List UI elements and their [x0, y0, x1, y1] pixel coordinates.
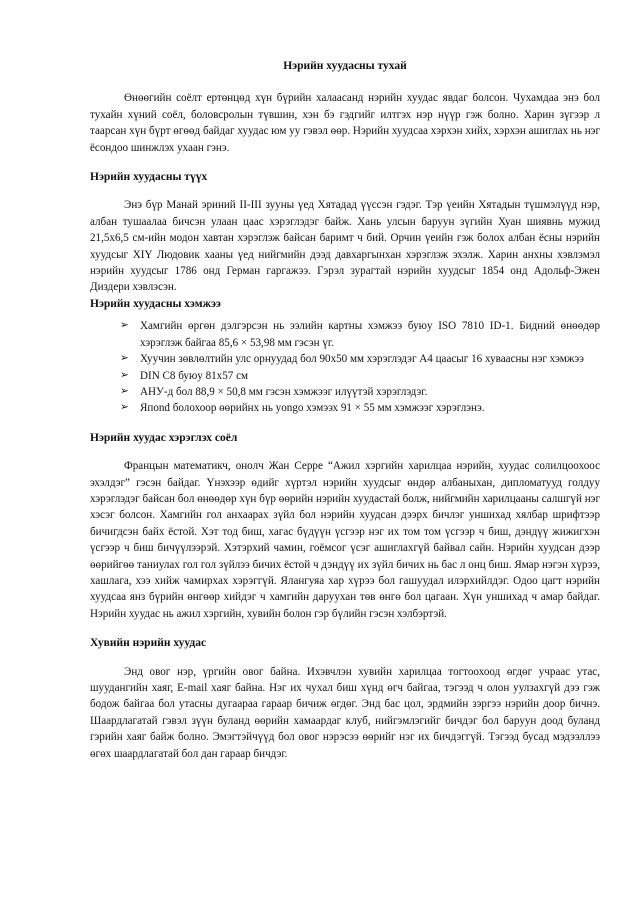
arrow-bullet-icon: ➢ [120, 353, 129, 365]
document-title: Нэрийн хуудасны тухай [283, 60, 407, 72]
arrow-bullet-icon: ➢ [120, 385, 129, 397]
arrow-bullet-icon: ➢ [120, 320, 129, 332]
culture-paragraph: Францын математикч, онолч Жан Серре “Ажил хэргийн харилцаа нэрийн, хуудас солилцоохоос эхэлдэг” гэсэн байдаг. Үнэхээр өдийг хүртэл нэрийн хуудсыг өндөр албаныхан, дипломатууд голдуу хэрэглэдэг байсан бол өнөөдөр хүн бүр өөрийн нэрийн хуудастай болж, нийгмийн харилцааны салшгүй нэг хэсэг болсон. Хамгийн гол анхаарах зүйл бол нэрийн хуудсан дээрх бичлэг уншихад хялбар шрифтээр бичигдсэн байх ёстой. Хэт тод биш, хагас бүдүүн үсгээр нэг их том том үсгээр ч биш, дэндүү жижигхэн үсгээр ч биш бичүүлээрэй. Хэтэрхий чамин, гоёмсог үсэг ашиглахгүй байвал сайн. Нэрийн хуудсан дээр өөрийгөө таниулах гол гол зүйлээ бичих ёстой ч дэндүү их зүйл бичих нь бас л онц биш. Ямар нэгэн хүрээ, хашлага, хээ хийж чамирхах хэрэггүй. Ялангуяа хар хүрээ бол гашуудал илэрхийлдэг. Одоо цагт нэрийн хуудсаа янз бүрийн өнгөөр хийдэг ч хамгийн даруухан төв өнгө бол цагаан. Хүн уншихад ч амар байдаг. Нэрийн хуудас нь ажил хэргийн, хувийн болон гэр бүлийн гэсэн хэлбэртэй. [90, 460, 600, 620]
intro-paragraph: Өнөөгийн соёлт ертөнцөд хүн бүрийн халаасанд нэрийн хуудас явдаг болсон. Чухамдаа энэ бол тухайн хүний соёл, боловсролын түвшин, хэн бэ гэдгийг илтгэх нэр нүүр гэж болно. Харин зүгээр л таарсан хүн бүрт өгөөд байдаг хуудас юм уу гэвэл өөр. Нэрийн хуудсаа хэрхэн хийх, хэрхэн ашиглах нь нэг ёсондоо шинжлэх ухаан гэнэ. [90, 92, 600, 154]
document-page [90, 58, 600, 762]
list-item [120, 400, 600, 416]
arrow-bullet-icon: ➢ [120, 402, 129, 414]
list-item [120, 384, 600, 400]
personal-paragraph: Энд овог нэр, үргийн овог байна. Ихэвчлэн хувийн харилцаа тогтоохоод өгдөг учраас утас, шуудангийн хаяг, E-mail хаяг байна. Нэг их чухал биш хүнд өгч байгаа, тэгээд ч олон уулзахгүй дээ гэж бодож байгаа бол утасны дугаараа гараар бичиж өгдөг. Энд бас цол, эрдмийн зэргээ нэрийн доор бичнэ. Шаардлагатай гэвэл зүүн буланд өөрийн хамаардаг клуб, нийгэмлэгийг бичдэг бол баруун доод буланд гэрийн хаяг байж болно. Эмэгтэйчүүд бол овог нэрэсээ өөрийг нэг их бичдэггүй. Тэгээд бусад мэдээллээ өгөх шаардлагатай бол дан гараар бичдэг. [90, 665, 600, 760]
list-item [120, 318, 600, 351]
list-item [120, 351, 600, 367]
list-item-text: Япond болохоор өөрийнх нь yongo хэмээх 91 × 55 мм хэмжээг хэрэглэнэ. [140, 402, 485, 415]
history-heading: Нэрийн хуудасны түүх [90, 171, 208, 184]
arrow-bullet-icon: ➢ [120, 369, 129, 381]
personal-heading: Хувийн нэрийн хуудас [90, 637, 207, 650]
list-item [120, 368, 600, 384]
list-item-text: Хамгийн өргөн дэлгэрсэн нь ээлийн картны хэмжээ буюу ISO 7810 ID-1. Бидний өнөөдөр хэрэглэж байгаа 85,6 × 53,98 мм гэсэн үг. [140, 320, 600, 349]
history-paragraph: Энэ бүр Манай эриний II-III зууны үед Хятадад үүссэн гэдэг. Тэр үеийн Хятадын түшмэлүүд нэр, албан тушаалаа бичсэн улаан цаас хэрэглэдэг байж. Хань улсын баруун зүгийн Хуан шиявнь мужид 21,5x6,5 см-ийн модон хавтан хэрэглэж байсан баримт ч бий. Орчин үеийн гэж болох албан ёсны нэрийн хуудсыг XIY Людовик хааны үед нийгмийн дээд давхаргынхан хэрэглэж эхэлж. Харин анхны хэвлэмэл нэрийн хуудсыг 1786 онд Герман гаргажээ. Гэрэл зурагтай нэрийн хуудсыг 1854 онд Адольф-Эжен Диздери хэвлэсэн. [90, 199, 600, 294]
list-item-text: DIN C8 буюу 81x57 см [140, 369, 249, 382]
culture-heading: Нэрийн хуудас хэрэглэх соёл [90, 431, 238, 444]
list-item-text: АНУ-д бол 88,9 × 50,8 мм гэсэн хэмжээг илүүтэй хэрэглэдэг. [140, 385, 428, 398]
sizes-list [90, 318, 600, 416]
list-item-text: Хуучин зөвлөлтийн улс орнуудад бол 90x50 мм хэрэглэдэг A4 цаасыг 16 хуваасны нэг хэмжээ [140, 353, 584, 366]
sizes-heading: Нэрийн хуудасны хэмжээ [90, 297, 221, 310]
